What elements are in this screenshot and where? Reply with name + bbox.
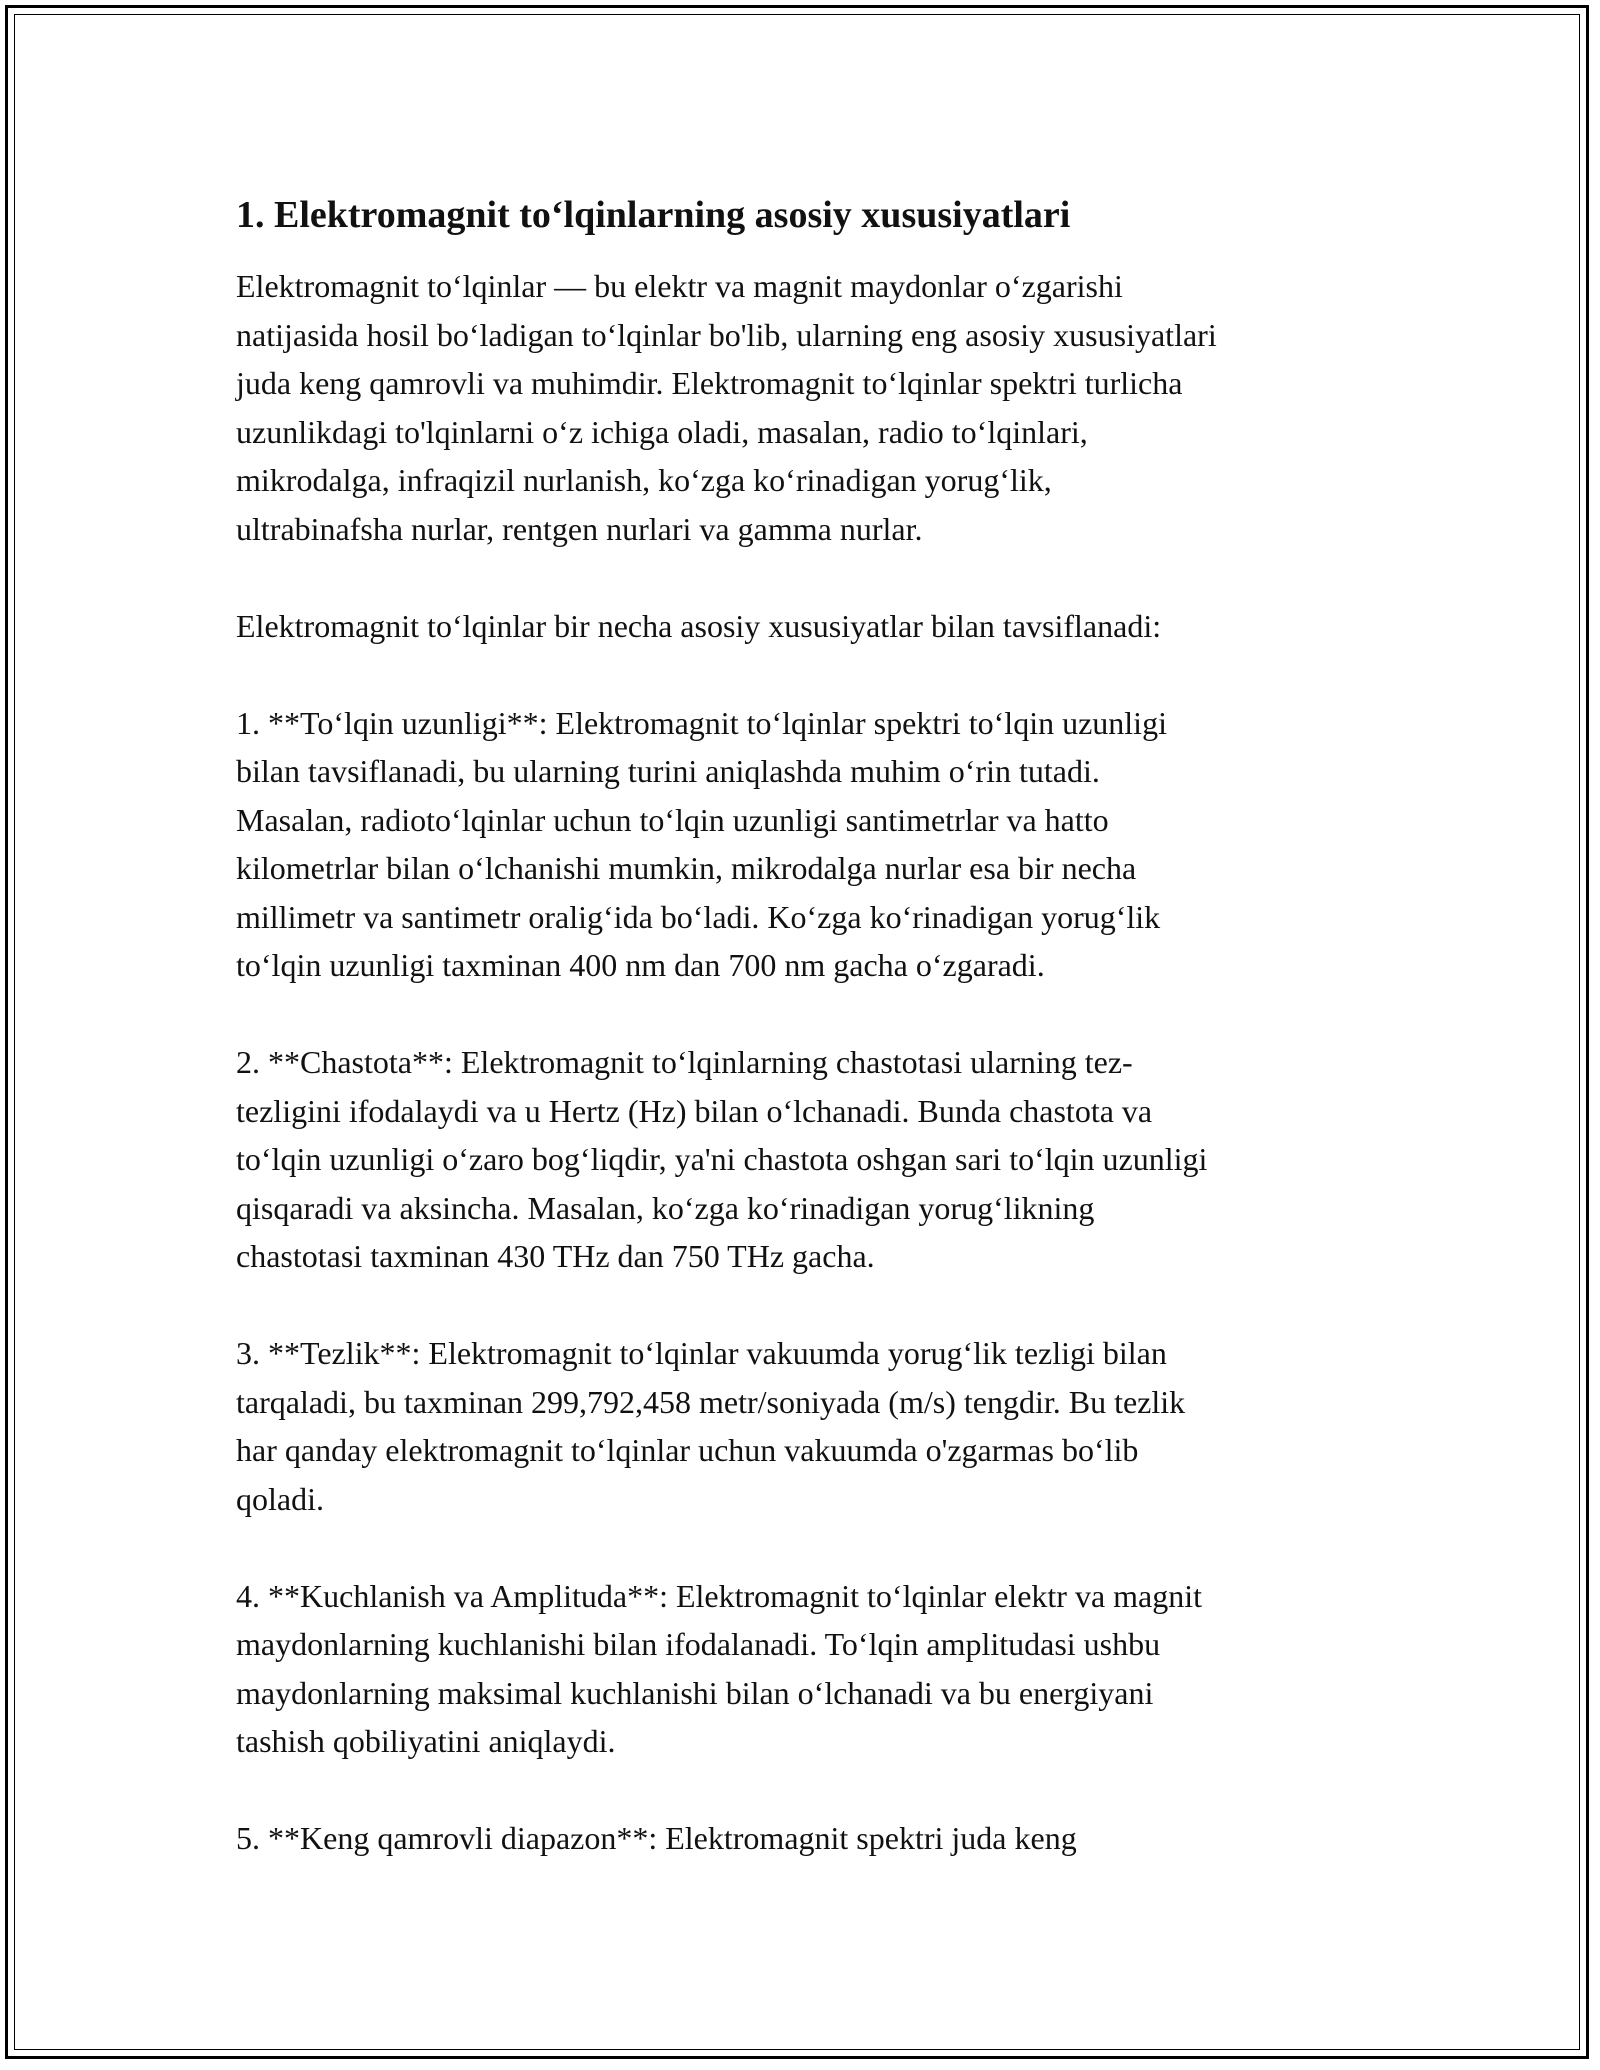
- paragraph-range: 5. **Keng qamrovli diapazon**: Elektromagnit spektri juda keng: [236, 1820, 1077, 1856]
- paragraph-intro: Elektromagnit to‘lqinlar — bu elektr va magnit maydonlar o‘zgarishi natijasida hosil bo‘ladigan to‘lqinlar bo'lib, ularning eng asosiy xususiyatlari juda keng qamrovli va muhimdir. Elektromagnit to‘lqinlar spektri turlicha uzunlikdagi to'lqinlarni o‘z ichiga oladi, masalan, radio to‘lqinlari, mikrodalga, infraqizil nurlanish, ko‘zga ko‘rinadigan yorug‘lik, ultrabinafsha nurlar, rentgen nurlari va gamma nurlar.: [236, 268, 1217, 547]
- section-title: 1. Elektromagnit to‘lqinlarning asosiy xususiyatlari: [236, 194, 1071, 236]
- paragraph-frequency: 2. **Chastota**: Elektromagnit to‘lqinlarning chastotasi ularning tez- tezligini ifodalaydi va u Hertz (Hz) bilan o‘lchanadi. Bunda chastota va to‘lqin uzunligi o‘zaro bog‘liqdir, ya'ni chastota oshgan sari to‘lqin uzunligi qisqaradi va aksincha. Masalan, ko‘zga ko‘rinadigan yorug‘likning chastotasi taxminan 430 THz dan 750 THz gacha.: [236, 1044, 1208, 1274]
- paragraph-speed: 3. **Tezlik**: Elektromagnit to‘lqinlar vakuumda yorug‘lik tezligi bilan tarqaladi, bu taxminan 299,792,458 metr/soniyada (m/s) tengdir. Bu tezlik har qanday elektromagnit to‘lqinlar uchun vakuumda o'zgarmas bo‘lib qoladi.: [236, 1335, 1186, 1517]
- paragraph-properties-lead: Elektromagnit to‘lqinlar bir necha asosiy xususiyatlar bilan tavsiflanadi:: [236, 607, 1162, 644]
- paragraph-wavelength: 1. **To‘lqin uzunligi**: Elektromagnit to‘lqinlar spektri to‘lqin uzunligi bilan tavsiflanadi, bu ularning turini aniqlashda muhim o‘rin tutadi. Masalan, radioto‘lqinlar uchun to‘lqin uzunligi santimetrlar va hatto kilometrlar bilan o‘lchanishi mumkin, mikrodalga nurlar esa bir necha millimetr va santimetr oralig‘ida bo‘ladi. Ko‘zga ko‘rinadigan yorug‘lik to‘lqin uzunligi taxminan 400 nm dan 700 nm gacha o‘zgaradi.: [236, 704, 1167, 983]
- paragraph-amplitude: 4. **Kuchlanish va Amplituda**: Elektromagnit to‘lqinlar elektr va magnit maydonlarning kuchlanishi bilan ifodalanadi. To‘lqin amplitudasi ushbu maydonlarning maksimal kuchlanishi bilan o‘lchanadi va bu energiyani tashish qobiliyatini aniqlaydi.: [236, 1577, 1203, 1759]
- document-body: [236, 188, 1376, 1911]
